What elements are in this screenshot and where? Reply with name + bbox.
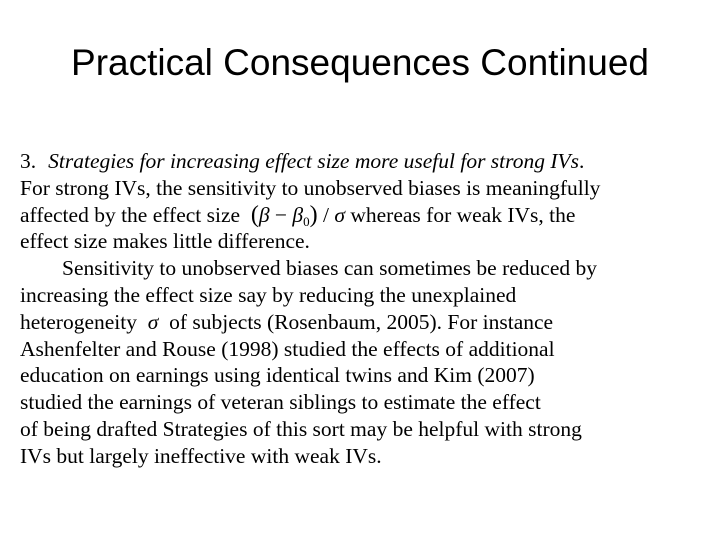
body-line-3 [20, 202, 710, 229]
formula-close-paren: ) [309, 201, 318, 228]
heterogeneity-sigma: σ [147, 309, 159, 334]
body-line-2: For strong IVs, the sensitivity to unobserved biases is meaningfully [20, 175, 601, 200]
formula-subscript-zero: 0 [303, 213, 310, 229]
item-heading: Strategies for increasing effect size more useful for strong IVs [48, 149, 580, 173]
slide-title: Practical Consequences Continued [71, 42, 649, 83]
formula-open-paren: ( [250, 201, 259, 228]
item-heading-end: . [579, 149, 585, 173]
body-line-6: increasing the effect size say by reducing the unexplained [20, 282, 517, 307]
body-line-11: of being drafted Strategies of this sort may be helpful with strong [20, 416, 582, 441]
line3-pre: affected by the effect size [20, 202, 241, 227]
formula-sigma: σ [334, 202, 345, 227]
slide-body [20, 148, 710, 470]
body-line-12: IVs but largely ineffective with weak IVs. [20, 443, 382, 468]
line7-pre: heterogeneity [20, 309, 138, 334]
formula-slash: / [323, 202, 329, 227]
formula-beta0: β [292, 202, 304, 227]
body-line-5: Sensitivity to unobserved biases can sometimes be reduced by [62, 256, 597, 281]
line7-post: of subjects (Rosenbaum, 2005). For instance [169, 309, 554, 334]
item-number: 3. [20, 149, 37, 173]
line3-post: whereas for weak IVs, the [350, 202, 576, 227]
formula-minus: − [274, 202, 288, 227]
body-line-10: studied the earnings of veteran siblings to estimate the effect [20, 390, 541, 415]
effect-size-formula [245, 203, 345, 227]
body-line-8: Ashenfelter and Rouse (1998) studied the effects of additional [20, 336, 555, 361]
formula-beta: β [258, 202, 270, 227]
body-line-7 [20, 309, 710, 336]
body-line-1 [20, 148, 710, 175]
body-line-4: effect size makes little difference. [20, 229, 310, 254]
body-line-9: education on earnings using identical twins and Kim (2007) [20, 363, 535, 388]
